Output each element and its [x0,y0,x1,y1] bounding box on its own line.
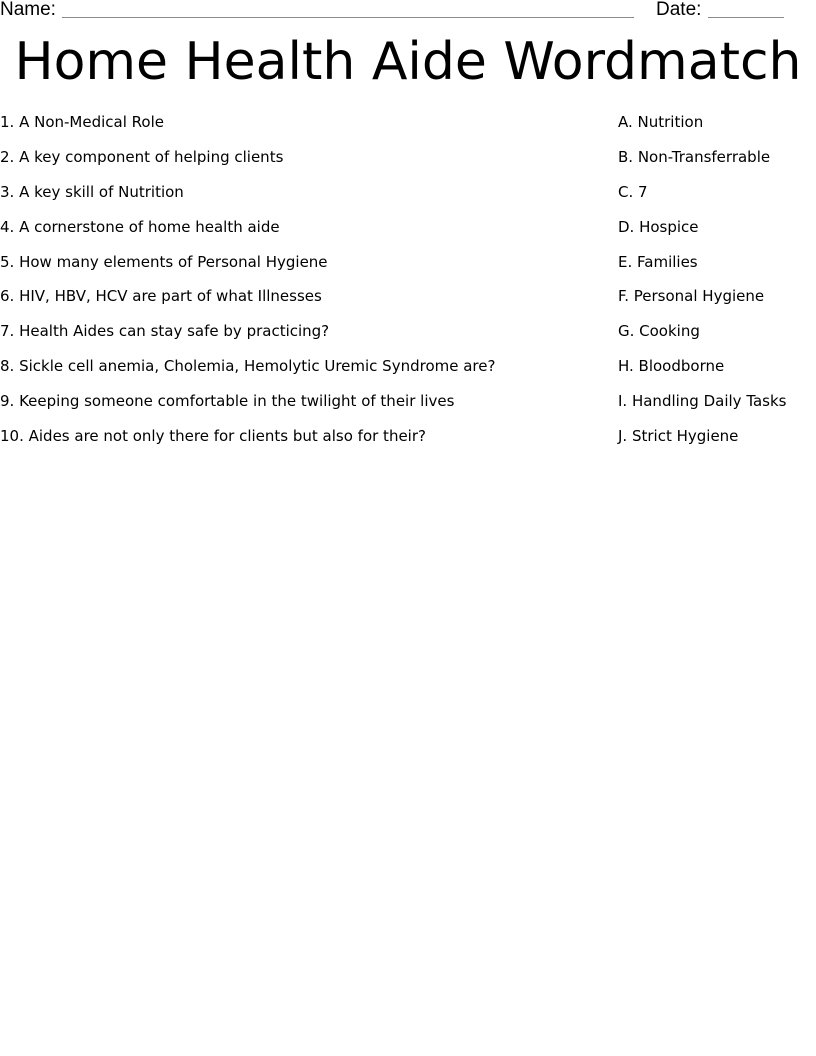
name-label: Name: [0,0,56,20]
clue-item: 10. Aides are not only there for clients but also for their? [0,427,426,446]
clue-item: 4. A cornerstone of home health aide [0,217,280,236]
clue-item: 7. Health Aides can stay safe by practicing? [0,322,330,341]
answer-item: B. Non-Transferrable [618,147,771,166]
clue-item: 9. Keeping someone comfortable in the twilight of their lives [0,392,455,411]
clue-list [0,112,600,461]
name-input-line[interactable] [62,17,634,18]
header-row [0,0,816,22]
clue-item: 3. A key skill of Nutrition [0,182,184,201]
answer-item: J. Strict Hygiene [618,427,739,446]
date-label: Date: [656,0,702,20]
answer-item: E. Families [618,252,698,271]
clue-item: 2. A key component of helping clients [0,147,284,166]
answer-list [618,112,816,461]
answer-item: I. Handling Daily Tasks [618,392,787,411]
clue-item: 5. How many elements of Personal Hygiene [0,252,328,271]
clue-item: 1. A Non-Medical Role [0,113,164,131]
date-input-line[interactable] [708,17,784,18]
answer-item: F. Personal Hygiene [618,287,765,306]
clue-item: 8. Sickle cell anemia, Cholemia, Hemolytic Uremic Syndrome are? [0,357,496,376]
answer-item: C. 7 [618,182,648,201]
answer-item: G. Cooking [618,322,700,341]
answer-item: H. Bloodborne [618,357,725,376]
answer-item: A. Nutrition [618,113,704,131]
page-title: Home Health Aide Wordmatch [14,32,802,92]
clue-item: 6. HIV, HBV, HCV are part of what Illnesses [0,287,322,306]
answer-item: D. Hospice [618,217,699,236]
